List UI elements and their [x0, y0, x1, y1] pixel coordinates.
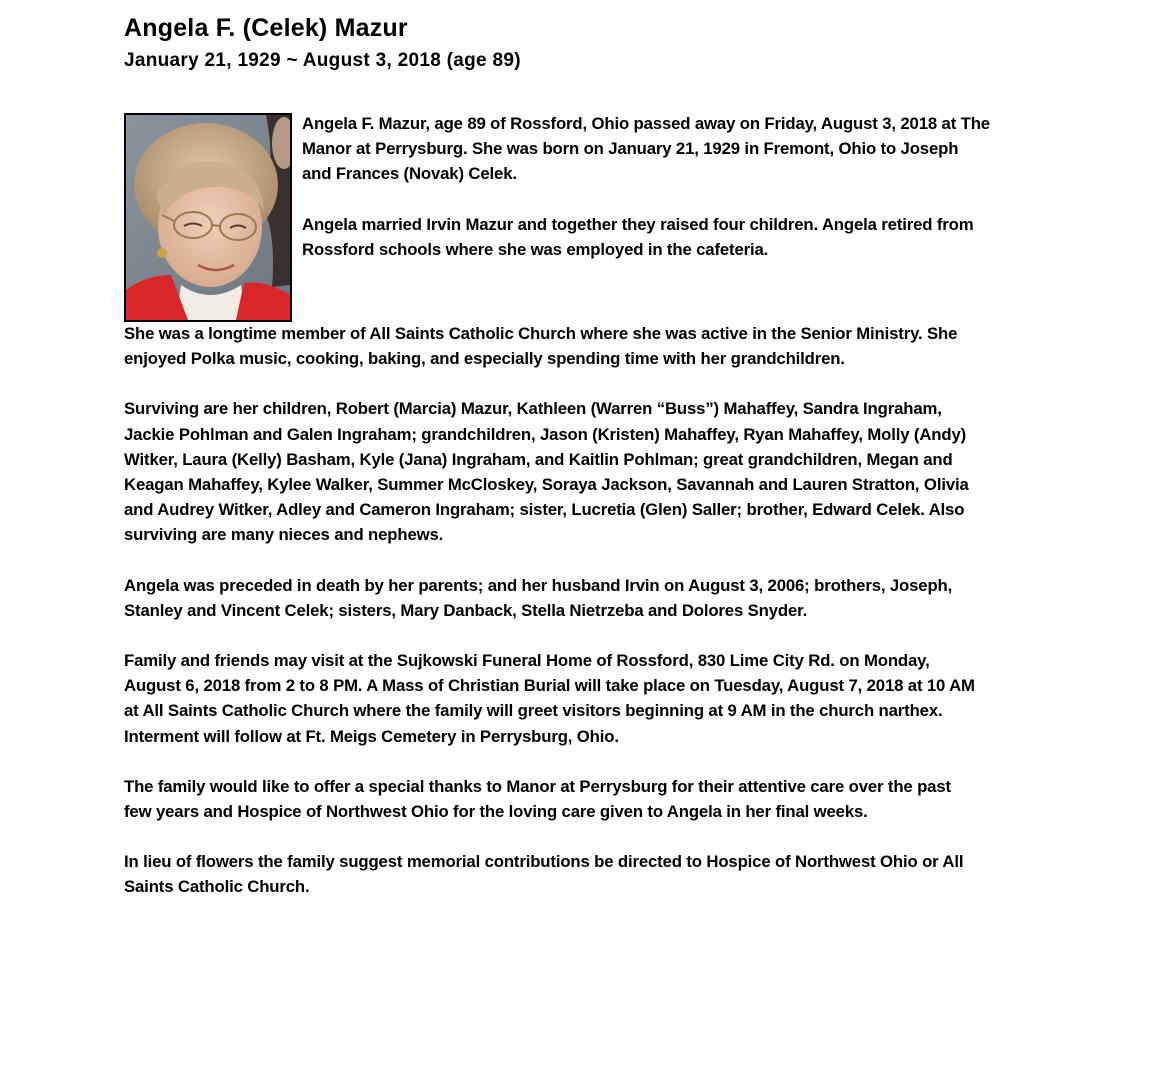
obituary-page [124, 12, 994, 900]
survivors-paragraph: Surviving are her children, Robert (Marcia) Mazur, Kathleen (Warren “Buss”) Mahaffey, Sandra Ingraham, Jackie Pohlman and Galen Ingraham; grandchildren, Jason (Kristen) Mahaffey, Ryan Mahaffey, Molly (Andy) Witker, Laura (Kelly) Basham, Kyle (Jana) Ingraham, and Kaitlin Pohlman; great grandchildren, Megan and Keagan Mahaffey, Kylee Walker, Summer McCloskey, Soraya Jackson, Savannah and Lauren Stratton, Olivia and Audrey Witker, Adley and Cameron Ingraham; sister, Lucretia (Glen) Saller; brother, Edward Celek. Also surviving are many nieces and nephews. [124, 399, 969, 545]
services-paragraph: Family and friends may visit at the Sujkowski Funeral Home of Rossford, 830 Lime City Rd. on Monday, August 6, 2018 from 2 to 8 PM. A Mass of Christian Burial will take place on Tuesday, August 7, 2018 at 10 AM at All Saints Catholic Church where the family will greet visitors beginning at 9 AM in the church narthex. Interment will follow at Ft. Meigs Cemetery in Perrysburg, Ohio. [124, 651, 975, 746]
obituary-body [124, 321, 981, 900]
marriage-paragraph: Angela married Irvin Mazur and together they raised four children. Angela retired from Rossford schools where she was employed in the cafeteria. [302, 214, 974, 259]
intro-paragraph: Angela F. Mazur, age 89 of Rossford, Ohio passed away on Friday, August 3, 2018 at The Manor at Perrysburg. She was born on January 21, 1929 in Fremont, Ohio to Joseph and Frances (Novak) Celek. [302, 114, 990, 184]
preceded-paragraph: Angela was preceded in death by her parents; and her husband Irvin on August 3, 2006; brothers, Joseph, Stanley and Vincent Celek; sisters, Mary Danback, Stella Nietrzeba and Dolores Snyder. [124, 575, 953, 620]
lead-section [124, 111, 994, 321]
thanks-paragraph: The family would like to offer a special thanks to Manor at Perrysburg for their attentive care over the past few years and Hospice of Northwest Ohio for the loving care given to Angela in her final weeks. [124, 776, 951, 822]
portrait-photo [124, 113, 292, 322]
memorial-paragraph: In lieu of flowers the family suggest memorial contributions be directed to Hospice of Northwest Ohio or All Saints Catholic Church. [124, 852, 964, 897]
church-paragraph: She was a longtime member of All Saints Catholic Church where she was active in the Senior Ministry. She enjoyed Polka music, cooking, baking, and especially spending time with her grandchildren. [124, 324, 958, 369]
portrait-image [126, 115, 290, 320]
obituary-title: Angela F. (Celek) Mazur [124, 14, 408, 42]
lead-text [302, 111, 992, 262]
life-dates: January 21, 1929 ~ August 3, 2018 (age 89) [124, 50, 521, 71]
